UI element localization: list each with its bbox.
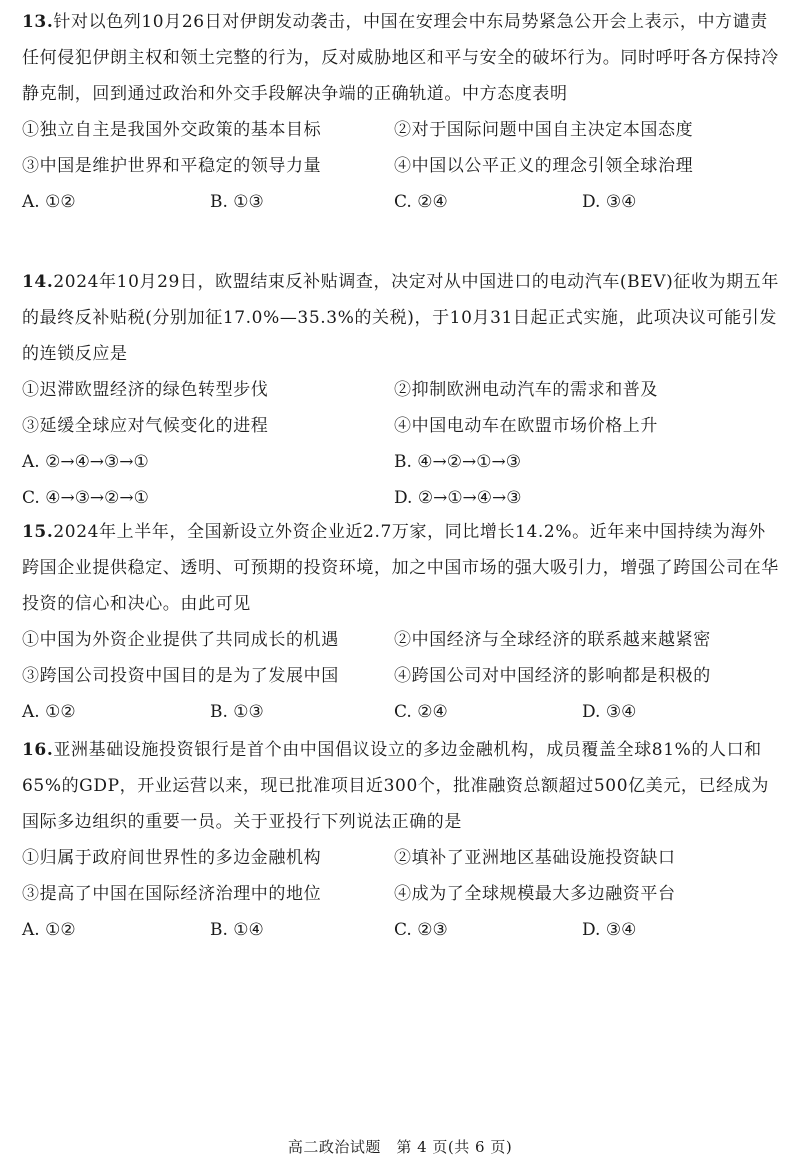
- question-14: [22, 264, 782, 516]
- statement-3: ③跨国公司投资中国目的是为了发展中国: [22, 666, 339, 686]
- choice-c: C. ②④: [394, 192, 448, 212]
- statement-4: ④中国以公平正义的理念引领全球治理: [394, 156, 694, 176]
- statement-2: ②对于国际问题中国自主决定本国态度: [394, 120, 694, 140]
- statement-list: [22, 112, 782, 184]
- statement-list: [22, 622, 782, 694]
- choice-c: C. ②③: [394, 920, 448, 940]
- choice-a: A. ①②: [22, 702, 76, 722]
- choice-d: D. ②→①→④→③: [394, 488, 522, 508]
- statement-2: ②填补了亚洲地区基础设施投资缺口: [394, 848, 676, 868]
- question-number: 16.: [22, 740, 54, 760]
- question-number: 15.: [22, 522, 54, 542]
- choice-b: B. ④→②→①→③: [394, 452, 521, 472]
- statement-2: ②抑制欧洲电动汽车的需求和普及: [394, 380, 658, 400]
- choice-d: D. ③④: [582, 702, 637, 722]
- statement-2: ②中国经济与全球经济的联系越来越紧密: [394, 630, 711, 650]
- choice-b: B. ①③: [210, 192, 264, 212]
- question-text: 针对以色列10月26日对伊朗发动袭击，中国在安理会中东局势紧急公开会上表示，中方谴责任何侵犯伊朗主权和领土完整的行为，反对威胁地区和平与安全的破坏行为。同时呼吁各方保持冷静克制，回到通过政治和外交手段解决争端的正确轨道。中方态度表明: [22, 12, 779, 104]
- statement-3: ③提高了中国在国际经济治理中的地位: [22, 884, 322, 904]
- question-stem: [22, 514, 782, 622]
- choice-a: A. ①②: [22, 920, 76, 940]
- answer-choices: [22, 184, 782, 220]
- question-number: 14.: [22, 272, 54, 292]
- choice-b: B. ①④: [210, 920, 264, 940]
- statement-4: ④成为了全球规模最大多边融资平台: [394, 884, 676, 904]
- question-text: 2024年10月29日，欧盟结束反补贴调查，决定对从中国进口的电动汽车(BEV)征收为期五年的最终反补贴税(分别加征17.0%—35.3%的关税)，于10月31日起正式实施，此项决议可能引发的连锁反应是: [22, 272, 779, 364]
- choice-c: C. ④→③→②→①: [22, 488, 149, 508]
- statement-list: [22, 840, 782, 912]
- question-number: 13.: [22, 12, 54, 32]
- page-footer: 高二政治试题 第 4 页(共 6 页): [287, 1138, 513, 1156]
- statement-4: ④跨国公司对中国经济的影响都是积极的: [394, 666, 711, 686]
- statement-4: ④中国电动车在欧盟市场价格上升: [394, 416, 658, 436]
- choice-a: A. ②→④→③→①: [22, 452, 149, 472]
- statement-1: ①独立自主是我国外交政策的基本目标: [22, 120, 322, 140]
- choice-d: D. ③④: [582, 192, 637, 212]
- question-stem: [22, 4, 782, 112]
- question-16: [22, 732, 782, 948]
- answer-choices: [22, 444, 782, 516]
- statement-1: ①迟滞欧盟经济的绿色转型步伐: [22, 380, 269, 400]
- question-stem: [22, 264, 782, 372]
- choice-a: A. ①②: [22, 192, 76, 212]
- statement-3: ③延缓全球应对气候变化的进程: [22, 416, 269, 436]
- question-15: [22, 514, 782, 730]
- statement-1: ①归属于政府间世界性的多边金融机构: [22, 848, 322, 868]
- question-text: 亚洲基础设施投资银行是首个由中国倡议设立的多边金融机构，成员覆盖全球81%的人口和65%的GDP，开业运营以来，现已批准项目近300个，批准融资总额超过500亿美元，已经成为国际多边组织的重要一员。关于亚投行下列说法正确的是: [22, 740, 769, 832]
- statement-list: [22, 372, 782, 444]
- answer-choices: [22, 694, 782, 730]
- choice-c: C. ②④: [394, 702, 448, 722]
- choice-b: B. ①③: [210, 702, 264, 722]
- statement-1: ①中国为外资企业提供了共同成长的机遇: [22, 630, 339, 650]
- question-13: [22, 4, 782, 220]
- answer-choices: [22, 912, 782, 948]
- question-text: 2024年上半年，全国新设立外资企业近2.7万家，同比增长14.2%。近年来中国持续为海外跨国企业提供稳定、透明、可预期的投资环境，加之中国市场的强大吸引力，增强了跨国公司在华投资的信心和决心。由此可见: [22, 522, 779, 614]
- choice-d: D. ③④: [582, 920, 637, 940]
- question-stem: [22, 732, 782, 840]
- statement-3: ③中国是维护世界和平稳定的领导力量: [22, 156, 322, 176]
